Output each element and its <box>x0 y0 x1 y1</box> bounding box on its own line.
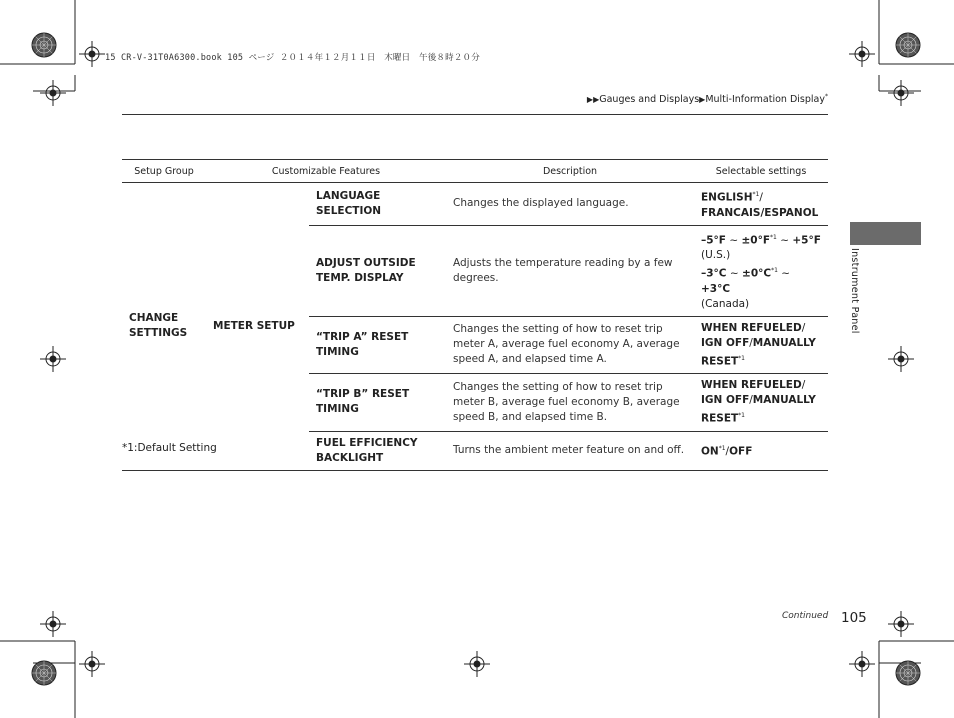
description-cell: Changes the setting of how to reset trip meter A, average fuel economy A, average speed A, and elapsed time A. <box>446 316 694 374</box>
default-marker: *1 <box>770 233 777 241</box>
table-row <box>122 183 828 226</box>
description-cell: Changes the setting of how to reset trip meter B, average fuel economy B, average speed B, and elapsed time B. <box>446 374 694 432</box>
header-setup-group: Setup Group <box>122 160 206 183</box>
option-c-max: +3°C <box>701 282 731 295</box>
header-customizable-features: Customizable Features <box>206 160 446 183</box>
feature-cell: “TRIP A” RESET TIMING <box>309 316 446 374</box>
option-when-refueled: WHEN REFUELED <box>701 379 802 391</box>
breadcrumb-first[interactable]: Gauges and Displays <box>599 94 700 106</box>
default-marker: *1 <box>718 445 726 453</box>
feature-cell: ADJUST OUTSIDE TEMP. DISPLAY <box>309 225 446 316</box>
arrow-icon: ▶ <box>699 95 706 105</box>
option-f-mid: ±0°F <box>741 234 771 246</box>
breadcrumb-sup: * <box>825 93 828 100</box>
option-c-mid: ±0°C <box>742 267 772 280</box>
default-marker: *1 <box>738 412 745 419</box>
table-header-row <box>122 160 828 183</box>
option-english: ENGLISH <box>701 191 753 204</box>
option-c-min: –3°C <box>701 267 727 280</box>
range-tilde: ~ <box>781 267 791 280</box>
unit-us: (U.S.) <box>701 249 731 261</box>
feature-cell: FUEL EFFICIENCY BACKLIGHT <box>309 431 446 470</box>
option-francais-espanol: FRANCAIS/ESPANOL <box>701 206 819 219</box>
print-header: 15 CR-V-31T0A6300.book 105 ページ ２０１４年１２月１１日 木曜日 午後８時２０分 <box>105 53 480 63</box>
unit-canada: (Canada) <box>701 297 750 310</box>
header-selectable-settings: Selectable settings <box>694 160 828 183</box>
option-manually-reset: MANUALLY RESET <box>701 394 816 425</box>
footnote: *1:Default Setting <box>122 442 217 454</box>
feature-cell: “TRIP B” RESET TIMING <box>309 374 446 432</box>
continued-label: Continued <box>782 611 829 621</box>
subgroup-cell: METER SETUP <box>206 183 309 471</box>
option-ign-off: IGN OFF <box>701 394 750 406</box>
page-number: 105 <box>841 610 867 626</box>
default-marker: *1 <box>738 354 745 362</box>
default-marker: *1 <box>771 267 778 274</box>
side-label-text: Instrument Panel <box>849 248 860 334</box>
settings-cell <box>694 225 828 316</box>
option-on: ON <box>701 445 719 458</box>
option-f-max: +5°F <box>792 234 821 246</box>
feature-cell: LANGUAGE SELECTION <box>309 183 446 226</box>
description-cell: Changes the displayed language. <box>446 183 694 226</box>
breadcrumb <box>587 93 828 105</box>
breadcrumb-second[interactable]: Multi-Information Display <box>705 94 825 106</box>
description-cell: Turns the ambient meter feature on and off. <box>446 431 694 470</box>
settings-cell: WHEN REFUELED/ IGN OFF/MANUALLY RESET$^{*1}$ <box>694 374 828 432</box>
header-rule <box>122 114 828 115</box>
double-arrow-icon: ▶▶ <box>586 95 600 105</box>
option-when-refueled: WHEN REFUELED <box>701 321 802 334</box>
option-f-min: –5°F <box>701 234 726 246</box>
settings-cell: WHEN REFUELED/ IGN OFF/MANUALLY RESET$^{*1}$ <box>694 316 828 374</box>
header-description: Description <box>446 160 694 183</box>
setup-group-cell: CHANGE SETTINGS <box>122 183 206 471</box>
section-tab <box>850 222 921 245</box>
default-marker: *1 <box>752 191 760 198</box>
settings-cell: ENGLISH$^{*1}$/ FRANCAIS/ESPANOL <box>694 183 828 226</box>
settings-table <box>122 159 828 471</box>
side-label <box>848 248 862 338</box>
range-tilde: ~ <box>780 234 789 246</box>
range-tilde: ~ <box>729 267 739 280</box>
description-cell: Adjusts the temperature reading by a few degrees. <box>446 225 694 316</box>
option-ign-off: IGN OFF <box>701 336 750 349</box>
settings-cell: ON$^{*1}$/OFF <box>694 431 828 470</box>
option-off: OFF <box>729 445 753 458</box>
option-manually-reset: MANUALLY RESET <box>701 336 816 367</box>
range-tilde: ~ <box>729 234 739 246</box>
